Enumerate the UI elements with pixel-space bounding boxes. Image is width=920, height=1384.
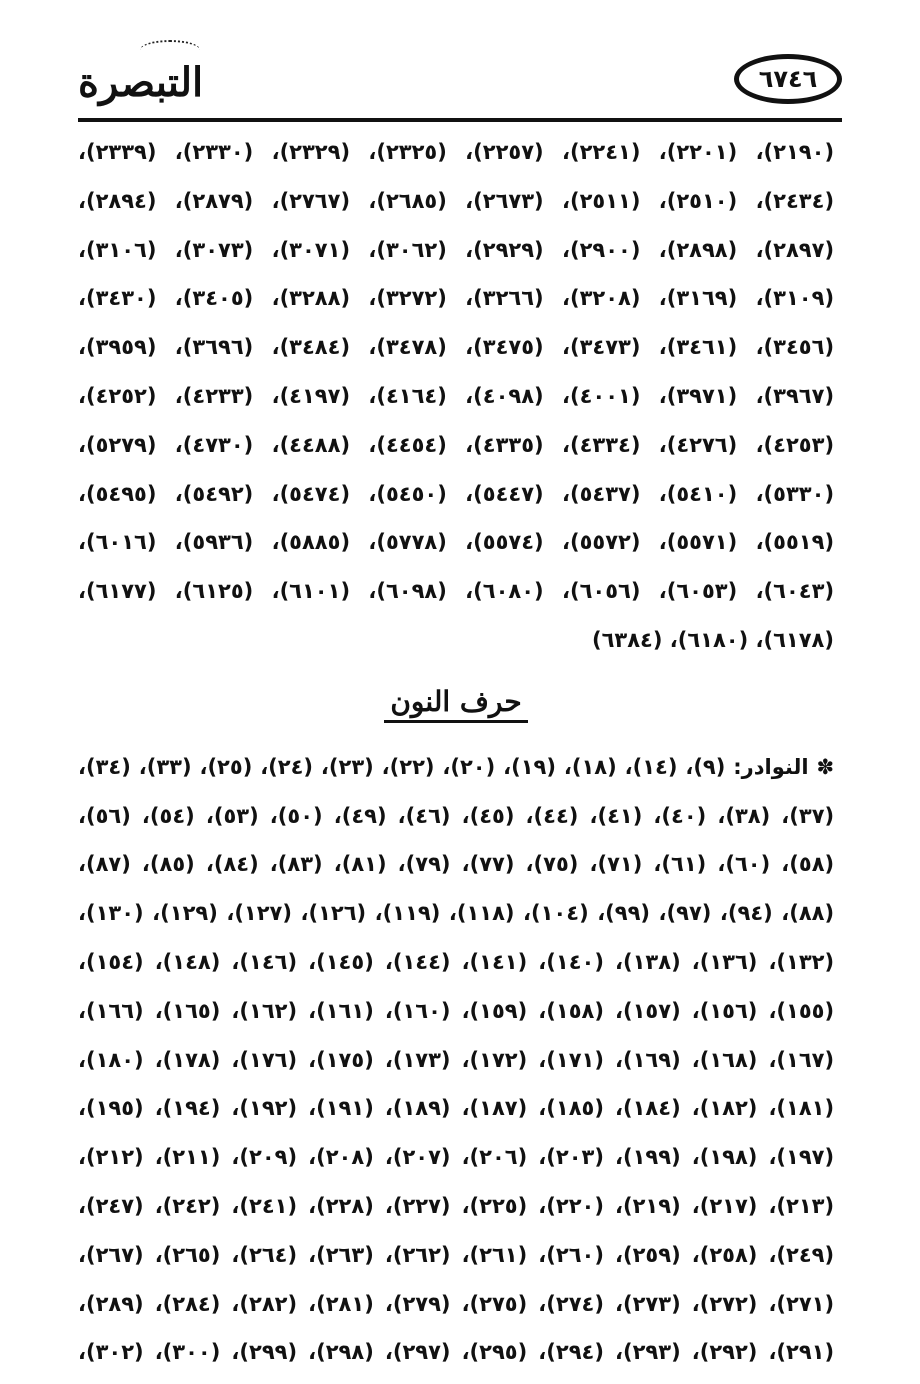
- page-number-badge: [734, 54, 842, 104]
- section-heading-row: [78, 665, 834, 743]
- reference-line: (٢١٩٠)، (٢٢٠١)، (٢٢٤١)، (٢٢٥٧)، (٢٣٢٥)، (٢٣٢٩)، (٢٣٣٠)، (٢٣٣٩)،: [78, 140, 834, 164]
- reference-line: (٦٠٤٣)، (٦٠٥٣)، (٦٠٥٦)، (٦٠٨٠)، (٦٠٩٨)، (٦١٠١)، (٦١٢٥)، (٦١٧٧)،: [78, 579, 834, 604]
- reference-line: (٢٨٩٧)، (٢٨٩٨)، (٢٩٠٠)، (٢٩٢٩)، (٣٠٦٢)، (٣٠٧١)، (٣٠٧٣)، (٣١٠٦)،: [78, 237, 834, 262]
- page-title: التبصرة: [78, 59, 204, 106]
- reference-line: (٥٣٣٠)، (٥٤١٠)، (٥٤٣٧)، (٥٤٤٧)، (٥٤٥٠)، (٥٤٧٤)، (٥٤٩٢)، (٥٤٩٥)،: [78, 481, 834, 506]
- reference-line: (٢٧١)، (٢٧٢)، (٢٧٣)، (٢٧٤)، (٢٧٥)، (٢٧٩)، (٢٨١)، (٢٨٢)، (٢٨٤)، (٢٨٩)،: [78, 1291, 834, 1316]
- reference-line: (١٨١)، (١٨٢)، (١٨٤)، (١٨٥)، (١٨٧)، (١٨٩)، (١٩١)، (١٩٢)، (١٩٤)، (١٩٥)،: [78, 1096, 834, 1121]
- page-content: [78, 128, 834, 1377]
- reference-line: (١٩٧)، (١٩٨)، (١٩٩)، (٢٠٣)، (٢٠٦)، (٢٠٧)، (٢٠٨)، (٢٠٩)، (٢١١)، (٢١٢)،: [78, 1145, 834, 1170]
- page-header: [78, 40, 842, 124]
- reference-line: (٦١٧٨)، (٦١٨٠)، (٦٣٨٤): [591, 627, 834, 652]
- reference-line: (١٥٥)، (١٥٦)، (١٥٧)، (١٥٨)، (١٥٩)، (١٦٠)، (١٦١)، (١٦٢)، (١٦٥)، (١٦٦)،: [78, 998, 834, 1023]
- title-flourish-ornament: [140, 40, 200, 60]
- reference-list-continued: [78, 128, 834, 665]
- reference-line: (٢١٣)، (٢١٧)، (٢١٩)، (٢٢٠)، (٢٢٥)، (٢٢٧)، (٢٢٨)، (٢٤١)، (٢٤٢)، (٢٤٧)،: [78, 1193, 834, 1218]
- reference-line: (٨٨)، (٩٤)، (٩٧)، (٩٩)، (١٠٤)، (١١٨)، (١١٩)، (١٢٦)، (١٢٧)، (١٢٩)، (١٣٠)،: [78, 901, 834, 926]
- reference-line: (٣١٠٩)، (٣١٦٩)، (٣٢٠٨)، (٣٢٦٦)، (٣٢٧٢)، (٣٢٨٨)، (٣٤٠٥)، (٣٤٣٠)،: [78, 286, 834, 311]
- reference-line: (٢٩١)، (٢٩٢)، (٢٩٣)، (٢٩٤)، (٢٩٥)، (٢٩٧)، (٢٩٨)، (٢٩٩)، (٣٠٠)، (٣٠٢)،: [78, 1340, 834, 1365]
- reference-line: (٢٤٩)، (٢٥٨)، (٢٥٩)، (٢٦٠)، (٢٦١)، (٢٦٢)، (٢٦٣)، (٢٦٤)، (٢٦٥)، (٢٦٧)،: [78, 1242, 834, 1267]
- reference-line: (٤٢٥٣)، (٤٢٧٦)، (٤٣٣٤)، (٤٣٣٥)، (٤٤٥٤)، (٤٤٨٨)، (٤٧٣٠)، (٥٢٧٩)،: [78, 432, 834, 457]
- reference-line: (٥٥١٩)، (٥٥٧١)، (٥٥٧٢)، (٥٥٧٤)، (٥٧٧٨)، (٥٨٨٥)، (٥٩٣٦)، (٦٠١٦)،: [78, 530, 834, 555]
- reference-line: ✽ النوادر: (٩)، (١٤)، (١٨)، (١٩)، (٢٠)، (٢٢)، (٢٣)، (٢٤)، (٢٥)، (٣٣)، (٣٤)،: [78, 754, 834, 779]
- page-number: ٦٧٤٦: [758, 65, 818, 93]
- header-rule: [78, 118, 842, 122]
- section-heading: حرف النون: [384, 685, 527, 723]
- reference-line: (٣٩٦٧)، (٣٩٧١)، (٤٠٠١)، (٤٠٩٨)، (٤١٦٤)، (٤١٩٧)، (٤٢٣٣)، (٤٢٥٢)،: [78, 383, 834, 408]
- nawadir-reference-list: [78, 743, 834, 1377]
- reference-line: (٢٤٣٤)، (٢٥١٠)، (٢٥١١)، (٢٦٧٣)، (٢٦٨٥)، (٢٧٦٧)، (٢٨٧٩)، (٢٨٩٤)،: [78, 188, 834, 213]
- reference-line: (١٣٢)، (١٣٦)، (١٣٨)، (١٤٠)، (١٤١)، (١٤٤)، (١٤٥)، (١٤٦)، (١٤٨)، (١٥٤)،: [78, 949, 834, 974]
- reference-line: (٣٤٥٦)، (٣٤٦١)، (٣٤٧٣)، (٣٤٧٥)، (٣٤٧٨)، (٣٤٨٤)، (٣٦٩٦)، (٣٩٥٩)،: [78, 335, 834, 360]
- reference-line: (٥٨)، (٦٠)، (٦١)، (٧١)، (٧٥)، (٧٧)، (٧٩)، (٨١)، (٨٣)، (٨٤)، (٨٥)، (٨٧)،: [78, 852, 834, 877]
- reference-line: (١٦٧)، (١٦٨)، (١٦٩)، (١٧١)، (١٧٢)، (١٧٣)، (١٧٥)، (١٧٦)، (١٧٨)، (١٨٠)،: [78, 1047, 834, 1072]
- reference-line: (٣٧)، (٣٨)، (٤٠)، (٤١)، (٤٤)، (٤٥)، (٤٦)، (٤٩)، (٥٠)، (٥٣)، (٥٤)، (٥٦)،: [78, 803, 834, 828]
